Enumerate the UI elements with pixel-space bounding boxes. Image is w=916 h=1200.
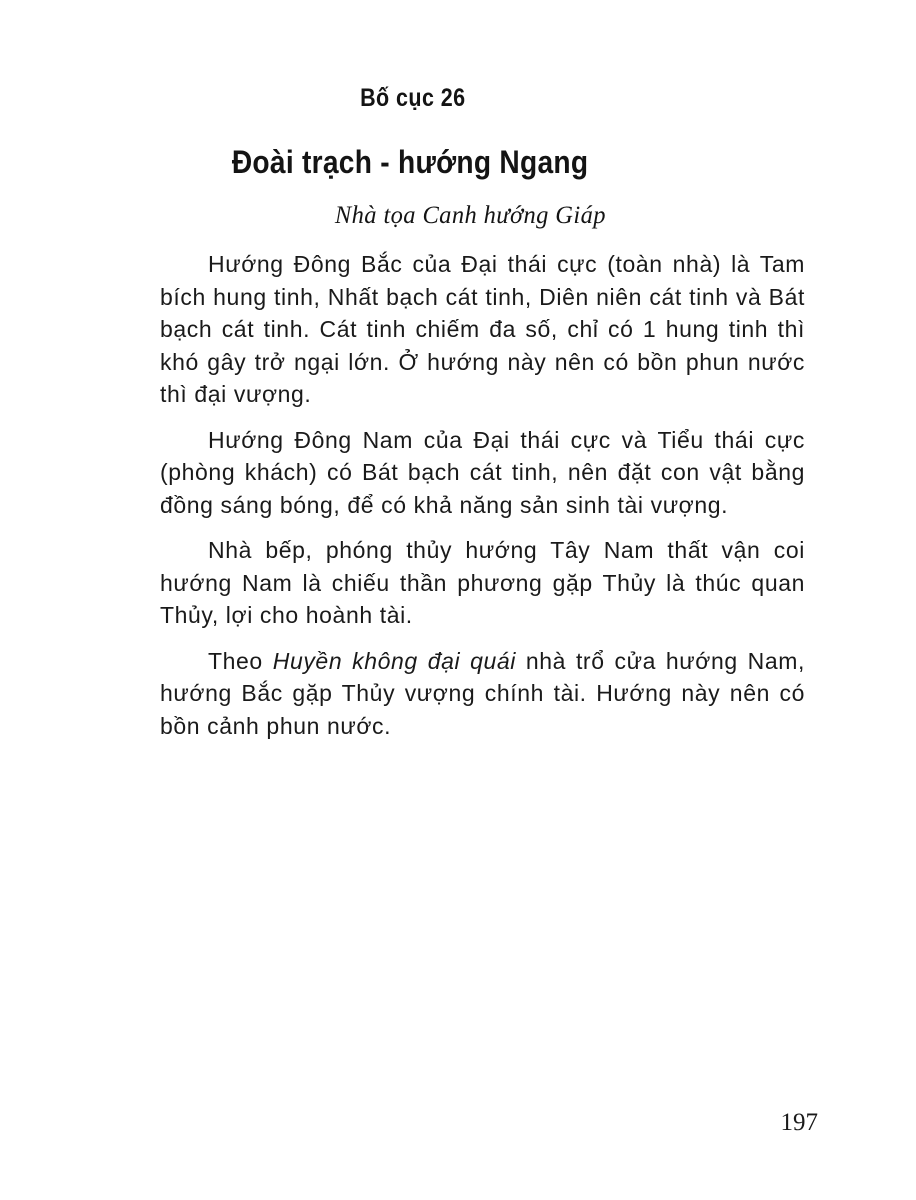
paragraph-northeast: Hướng Đông Bắc của Đại thái cực (toàn nhà) là Tam bích hung tinh, Nhất bạch cát tinh, Diên niên cát tinh và Bát bạch cát tinh. Cát tinh chiếm đa số, chỉ có 1 hung tinh thì khó gây trở ngại lớn. Ở hướng này nên có bồn phun nước thì đại vượng. <box>160 251 805 407</box>
paragraph-huyen-khong <box>160 645 805 743</box>
body-text <box>160 248 805 755</box>
page-subtitle: Nhà tọa Canh hướng Giáp <box>334 202 606 229</box>
paragraph-southeast: Hướng Đông Nam của Đại thái cực và Tiểu thái cực (phòng khách) có Bát bạch cát tinh, nên đặt con vật bằng đồng sáng bóng, để có khả năng sản sinh tài vượng. <box>160 426 805 518</box>
paragraph-kitchen: Nhà bếp, phóng thủy hướng Tây Nam thất vận coi hướng Nam là chiếu thần phương gặp Thủy là thúc quan Thủy, lợi cho hoành tài. <box>160 537 805 628</box>
book-title-italic: Huyền không đại quái <box>272 647 516 674</box>
paragraph-prefix: Theo <box>208 647 273 674</box>
page-title: Đoài trạch - hướng Ngang <box>231 144 589 180</box>
paragraph-suffix: nhà trổ cửa hướng Nam, hướng Bắc gặp Thủy vượng chính tài. Hướng này nên có bồn cảnh phun nước. <box>160 647 805 739</box>
page-number: 197 <box>780 1109 818 1136</box>
section-number: Bố cục 26 <box>360 84 466 112</box>
